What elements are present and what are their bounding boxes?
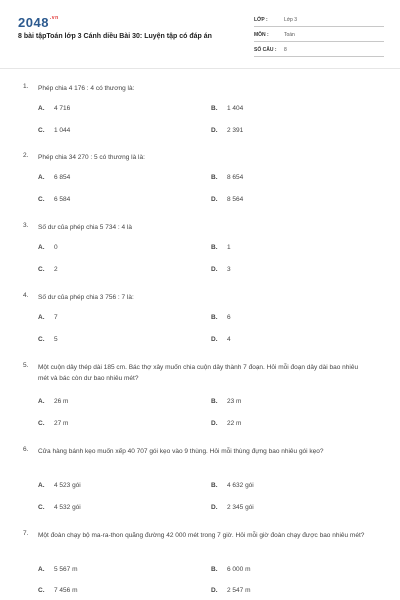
question-text: Số dư của phép chia 5 734 : 4 là bbox=[38, 224, 132, 231]
option-text: 4 532 gói bbox=[54, 504, 81, 511]
question-number: 2. bbox=[23, 152, 29, 159]
option-letter: D. bbox=[211, 336, 218, 343]
question-text: Phép chia 34 270 : 5 có thương là là: bbox=[38, 154, 145, 161]
option-text: 2 345 gói bbox=[227, 504, 254, 511]
question-number: 3. bbox=[23, 222, 29, 229]
option-text: 6 854 bbox=[54, 174, 71, 181]
site-logo[interactable] bbox=[18, 15, 59, 30]
option-text: 27 m bbox=[54, 420, 69, 427]
meta-row-subject bbox=[254, 29, 384, 42]
header bbox=[0, 0, 400, 70]
question-text: Số dư của phép chia 3 756 : 7 là: bbox=[38, 294, 134, 301]
option-letter: A. bbox=[38, 566, 45, 573]
option-letter: B. bbox=[211, 105, 218, 112]
option-text: 1 044 bbox=[54, 127, 71, 134]
option-text: 8 654 bbox=[227, 174, 244, 181]
option-letter: C. bbox=[38, 127, 45, 134]
meta-key: LỚP : bbox=[254, 17, 268, 23]
option-text: 4 523 gói bbox=[54, 482, 81, 489]
question-number: 7. bbox=[23, 530, 29, 537]
header-divider bbox=[0, 68, 400, 69]
meta-row-class bbox=[254, 14, 384, 27]
option-text: 1 404 bbox=[227, 105, 244, 112]
option-text: 7 456 m bbox=[54, 587, 78, 594]
question-number: 5. bbox=[23, 362, 29, 369]
option-letter: B. bbox=[211, 314, 218, 321]
option-text: 3 bbox=[227, 266, 231, 273]
logo-main: 2048 bbox=[18, 15, 49, 30]
option-letter: D. bbox=[211, 196, 218, 203]
option-letter: C. bbox=[38, 266, 45, 273]
question-number: 4. bbox=[23, 292, 29, 299]
option-text: 4 716 bbox=[54, 105, 71, 112]
option-letter: B. bbox=[211, 174, 218, 181]
question-text: Phép chia 4 176 : 4 có thương là: bbox=[38, 85, 135, 92]
option-text: 5 567 m bbox=[54, 566, 78, 573]
logo-sub: .vn bbox=[49, 15, 59, 21]
meta-value: Lớp 3 bbox=[284, 17, 298, 23]
option-letter: C. bbox=[38, 336, 45, 343]
option-letter: D. bbox=[211, 504, 218, 511]
option-letter: B. bbox=[211, 398, 218, 405]
question-text: Cửa hàng bánh kẹo muốn xếp 40 707 gói kẹo vào 9 thùng. Hỏi mỗi thùng đựng bao nhiêu gói kẹo? bbox=[38, 448, 324, 455]
option-text: 8 564 bbox=[227, 196, 244, 203]
option-letter: C. bbox=[38, 504, 45, 511]
option-text: 5 bbox=[54, 336, 58, 343]
option-letter: A. bbox=[38, 105, 45, 112]
option-letter: C. bbox=[38, 196, 45, 203]
question-text: Một cuộn dây thép dài 185 cm. Bác thợ xây muốn chia cuộn dây thành 7 đoạn. Hỏi mỗi đoạn dây dài bao nhiêu mét và bác còn dư bao nhiêu mét? bbox=[38, 364, 359, 382]
option-text: 22 m bbox=[227, 420, 242, 427]
option-letter: A. bbox=[38, 174, 45, 181]
option-letter: A. bbox=[38, 398, 45, 405]
option-text: 2 bbox=[54, 266, 58, 273]
option-letter: C. bbox=[38, 420, 45, 427]
question-number: 6. bbox=[23, 446, 29, 453]
option-text: 4 bbox=[227, 336, 231, 343]
option-letter: D. bbox=[211, 127, 218, 134]
option-letter: A. bbox=[38, 244, 45, 251]
option-text: 0 bbox=[54, 244, 58, 251]
option-letter: D. bbox=[211, 266, 218, 273]
option-letter: D. bbox=[211, 420, 218, 427]
option-letter: D. bbox=[211, 587, 218, 594]
option-text: 1 bbox=[227, 244, 231, 251]
option-text: 2 391 bbox=[227, 127, 244, 134]
option-text: 6 000 m bbox=[227, 566, 251, 573]
page-title: 8 bài tậpToán lớp 3 Cánh diều Bài 30: Luyện tập có đáp án bbox=[18, 33, 212, 40]
option-text: 26 m bbox=[54, 398, 69, 405]
question-number: 1. bbox=[23, 83, 29, 90]
option-text: 6 584 bbox=[54, 196, 71, 203]
option-letter: B. bbox=[211, 566, 218, 573]
option-letter: A. bbox=[38, 482, 45, 489]
meta-value: Toán bbox=[284, 32, 295, 38]
option-letter: C. bbox=[38, 587, 45, 594]
option-text: 4 632 gói bbox=[227, 482, 254, 489]
meta-key: SỐ CÂU : bbox=[254, 47, 277, 53]
meta-key: MÔN : bbox=[254, 32, 269, 38]
option-text: 23 m bbox=[227, 398, 242, 405]
question-text: Một đoàn chạy bộ ma-ra-thon quãng đường 42 000 mét trong 7 giờ. Hỏi mỗi giờ đoàn chạy được bao nhiêu mét? bbox=[38, 532, 365, 539]
meta-row-count bbox=[254, 44, 384, 57]
option-letter: A. bbox=[38, 314, 45, 321]
option-text: 6 bbox=[227, 314, 231, 321]
option-text: 7 bbox=[54, 314, 58, 321]
option-text: 2 547 m bbox=[227, 587, 251, 594]
option-letter: B. bbox=[211, 244, 218, 251]
meta-value: 8 bbox=[284, 47, 287, 53]
option-letter: B. bbox=[211, 482, 218, 489]
